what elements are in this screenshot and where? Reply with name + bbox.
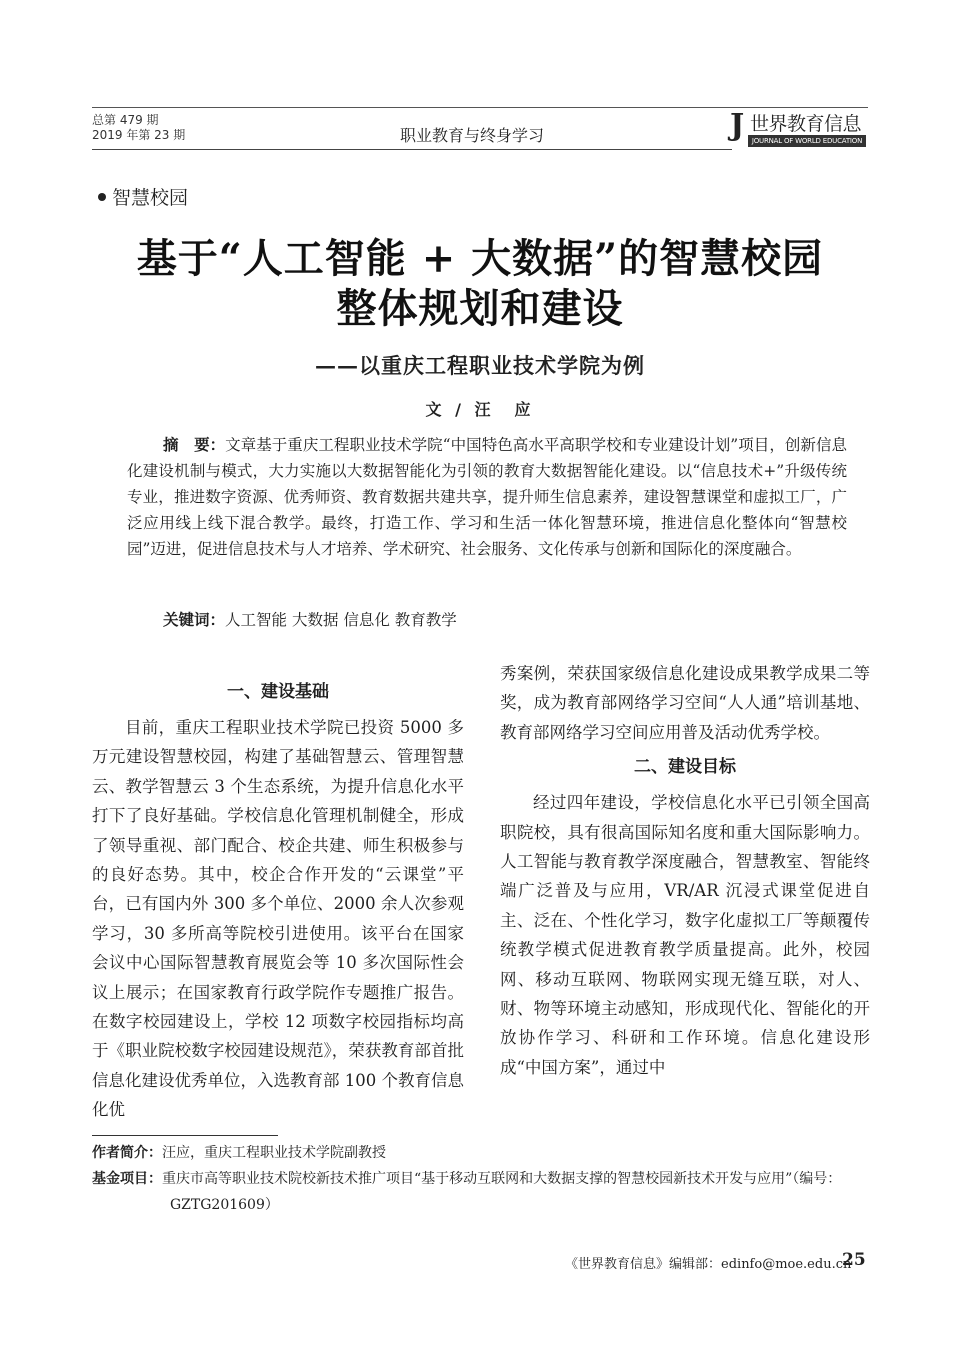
article-title xyxy=(60,234,900,334)
body-column-right xyxy=(500,659,870,1082)
title-line-1: 基于“人工智能 + 大数据”的智慧校园 xyxy=(136,235,824,282)
footnote-fund xyxy=(92,1166,872,1218)
bullet-icon xyxy=(98,193,106,201)
keywords-label: 关键词： xyxy=(163,611,226,629)
section-1-paragraph: 目前，重庆工程职业技术学院已投资 5000 多万元建设智慧校园，构建了基础智慧云、管理智慧云、教学智慧云 3 个生态系统，为提升信息化水平打下了良好基础。学校信息化管理机制健全，形成了领导重视、部门配合、校企共建、师生积极参与的良好态势。其中，校企合作开发的“云课堂”平台，已有国内外 300 多个单位、2000 余人次参观学习，30 多所高等院校引进使用。该平台在国家会议中心国际智慧教育展览会等 10 多次国际性会议上展示；在国家教育行政学院作专题推广报告。在数字校园建设上，学校 12 项数字校园指标均高于《职业院校数字校园建设规范》，荣获教育部首批信息化建设优秀单位，入选教育部 100 个教育信息化优 xyxy=(92,718,464,1120)
keywords-text: 人工智能 大数据 信息化 教育教学 xyxy=(225,611,457,629)
article-subtitle: ——以重庆工程职业技术学院为例 xyxy=(315,353,645,378)
section-1-heading: 一、建设基础 xyxy=(227,682,329,702)
footnote-author-label: 作者简介： xyxy=(92,1145,162,1161)
logo-title: 世界教育信息 xyxy=(750,113,862,135)
issue-info xyxy=(92,113,185,143)
body-column-left xyxy=(92,672,464,1125)
section-tag xyxy=(98,183,188,210)
issue-year: 2019 年第 23 期 xyxy=(92,128,186,142)
page-number: 25 xyxy=(842,1250,866,1270)
journal-logo xyxy=(730,108,868,151)
article-author: 文 / 汪 应 xyxy=(425,400,535,419)
footnote-author xyxy=(92,1140,872,1166)
abstract xyxy=(127,432,847,562)
logo-subtitle: JOURNAL OF WORLD EDUCATION xyxy=(748,135,866,147)
keywords xyxy=(163,607,847,633)
section-1-continuation: 秀案例，荣获国家级信息化建设成果教学成果二等奖，成为教育部网络学习空间“人人通”培训基地、教育部网络学习空间应用普及活动优秀学校。 xyxy=(500,664,870,742)
section-2-heading: 二、建设目标 xyxy=(634,757,736,778)
title-line-2: 整体规划和建设 xyxy=(336,285,624,332)
logo-letter: J xyxy=(730,108,745,143)
page-footer xyxy=(565,1253,851,1272)
abstract-text: 文章基于重庆工程职业技术学院“中国特色高水平高职学校和专业建设计划”项目，创新信息化建设机制与模式，大力实施以大数据智能化为引领的教育大数据智能化建设。以“信息技术+”升级传统专业，推进数字资源、优秀师资、教育数据共建共享，提升师生信息素养，建设智慧课堂和虚拟工厂，广泛应用线上线下混合教学。最终，打造工作、学习和生活一体化智慧环境，推进信息化整体向“智慧校园”迈进，促进信息技术与人才培养、学术研究、社会服务、文化传承与创新和国际化的深度融合。 xyxy=(127,436,847,558)
abstract-label: 摘 要： xyxy=(163,436,226,454)
footer-journal: 《世界教育信息》编辑部： xyxy=(565,1257,722,1272)
issue-total: 总第 479 期 xyxy=(92,113,159,127)
header-top-rule xyxy=(92,107,868,108)
section-2-paragraph: 经过四年建设，学校信息化水平已引领全国高职院校，具有很高国际知名度和重大国际影响力。人工智能与教育教学深度融合，智慧教室、智能终端广泛普及与应用，VR/AR 沉浸式课堂促进自主、泛在、个性化学习，数字化虚拟工厂等颠覆传统教学模式促进教育教学质量提高。此外，校园网、移动互联网、物联网实现无缝互联，对人、财、物等环境主动感知，形成现代化、智能化的开放协作学习、科研和工作环境。信息化建设形成“中国方案”，通过中 xyxy=(500,793,870,1077)
footnote-fund-text: 重庆市高等职业技术院校新技术推广项目“基于移动互联网和大数据支撑的智慧校园新技术开发与应用”（编号：GZTG201609） xyxy=(162,1171,842,1213)
footnote-author-text: 汪应，重庆工程职业技术学院副教授 xyxy=(162,1145,386,1161)
column-title: 职业教育与终身学习 xyxy=(400,126,545,145)
footnote-fund-label: 基金项目： xyxy=(92,1171,162,1187)
footnote-rule xyxy=(92,1135,278,1136)
footer-email: edinfo@moe.edu.cn xyxy=(721,1257,852,1272)
section-tag-label: 智慧校园 xyxy=(112,187,189,209)
header-rule xyxy=(92,149,732,150)
